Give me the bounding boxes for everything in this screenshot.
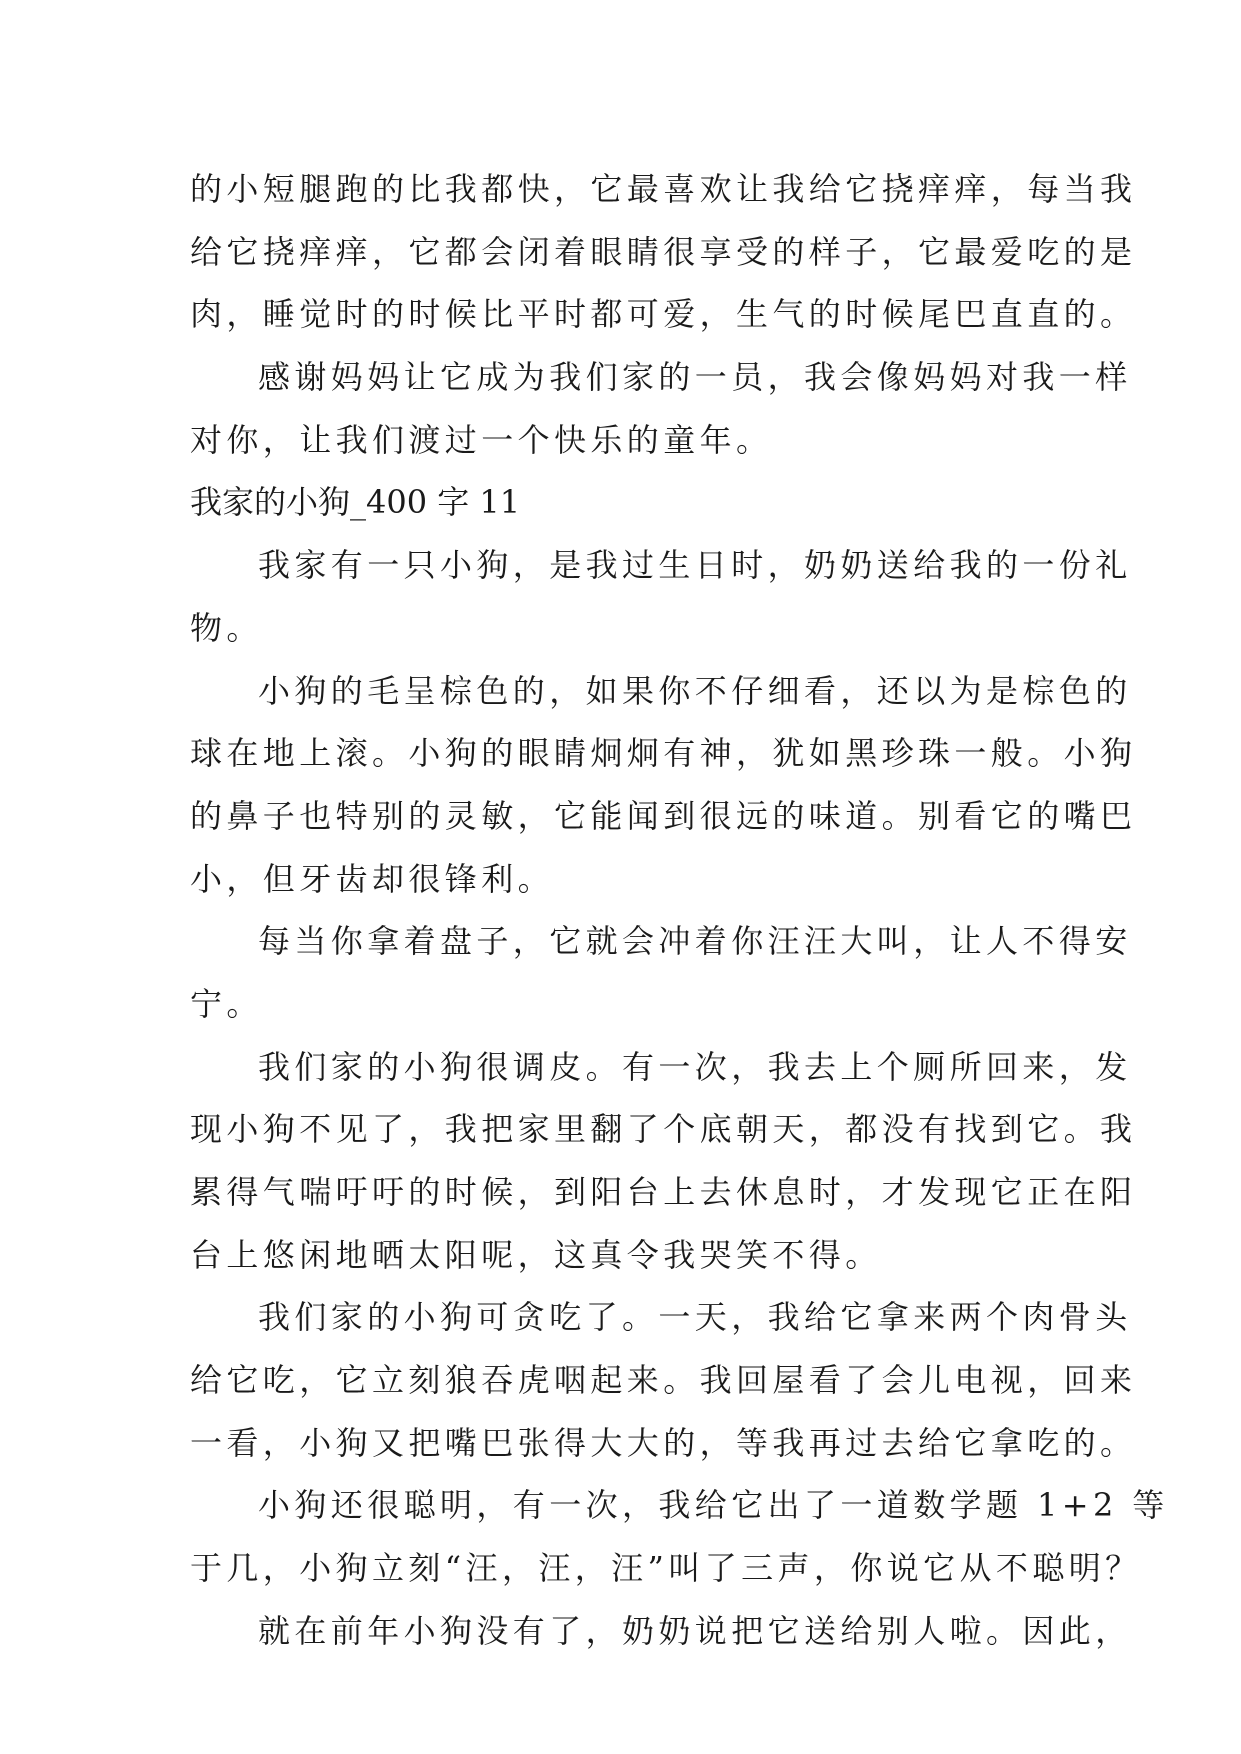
text-line: 台上悠闲地晒太阳呢，这真令我哭笑不得。	[190, 1235, 882, 1274]
text-line: 现小狗不见了，我把家里翻了个底朝天，都没有找到它。我	[190, 1110, 1137, 1149]
paragraph-start-line: 我们家的小狗可贪吃了。一天，我给它拿来两个肉骨头	[258, 1298, 1132, 1337]
paragraph-start-line: 我家有一只小狗，是我过生日时，奶奶送给我的一份礼	[258, 546, 1132, 585]
paragraph-start-line: 就在前年小狗没有了，奶奶说把它送给别人啦。因此，	[258, 1611, 1132, 1650]
paragraph-start-line: 我们家的小狗很调皮。有一次，我去上个厕所回来，发	[258, 1047, 1132, 1086]
text-line: 给它吃，它立刻狼吞虎咽起来。我回屋看了会儿电视，回来	[190, 1361, 1137, 1400]
paragraph-start-line: 小狗还很聪明，有一次，我给它出了一道数学题 1+2 等	[258, 1486, 1169, 1525]
text-line: 的小短腿跑的比我都快，它最喜欢让我给它挠痒痒，每当我	[190, 170, 1137, 208]
text-line: 于几，小狗立刻“汪，汪，汪”叫了三声，你说它从不聪明？	[190, 1549, 1142, 1588]
paragraph-start-line: 感谢妈妈让它成为我们家的一员，我会像妈妈对我一样	[258, 358, 1132, 397]
text-line: 给它挠痒痒，它都会闭着眼睛很享受的样子，它最爱吃的是	[190, 232, 1137, 271]
text-line: 小，但牙齿却很锋利。	[190, 859, 555, 898]
section-heading: 我家的小狗_400 字 11	[190, 483, 521, 522]
text-line: 物。	[190, 608, 263, 647]
text-line: 的鼻子也特别的灵敏，它能闻到很远的味道。别看它的嘴巴	[190, 796, 1137, 835]
paragraph-start-line: 每当你拿着盘子，它就会冲着你汪汪大叫，让人不得安	[258, 922, 1132, 961]
text-line: 对你，让我们渡过一个快乐的童年。	[190, 420, 773, 459]
text-line: 宁。	[190, 984, 263, 1023]
paragraph-start-line: 小狗的毛呈棕色的，如果你不仔细看，还以为是棕色的	[258, 671, 1132, 710]
text-line: 一看，小狗又把嘴巴张得大大的，等我再过去给它拿吃的。	[190, 1423, 1137, 1462]
text-line: 肉，睡觉时的时候比平时都可爱，生气的时候尾巴直直的。	[190, 295, 1137, 334]
text-line: 累得气喘吁吁的时候，到阳台上去休息时，才发现它正在阳	[190, 1173, 1137, 1211]
text-line: 球在地上滚。小狗的眼睛炯炯有神，犹如黑珍珠一般。小狗	[190, 734, 1137, 773]
document-body	[190, 158, 1169, 1663]
